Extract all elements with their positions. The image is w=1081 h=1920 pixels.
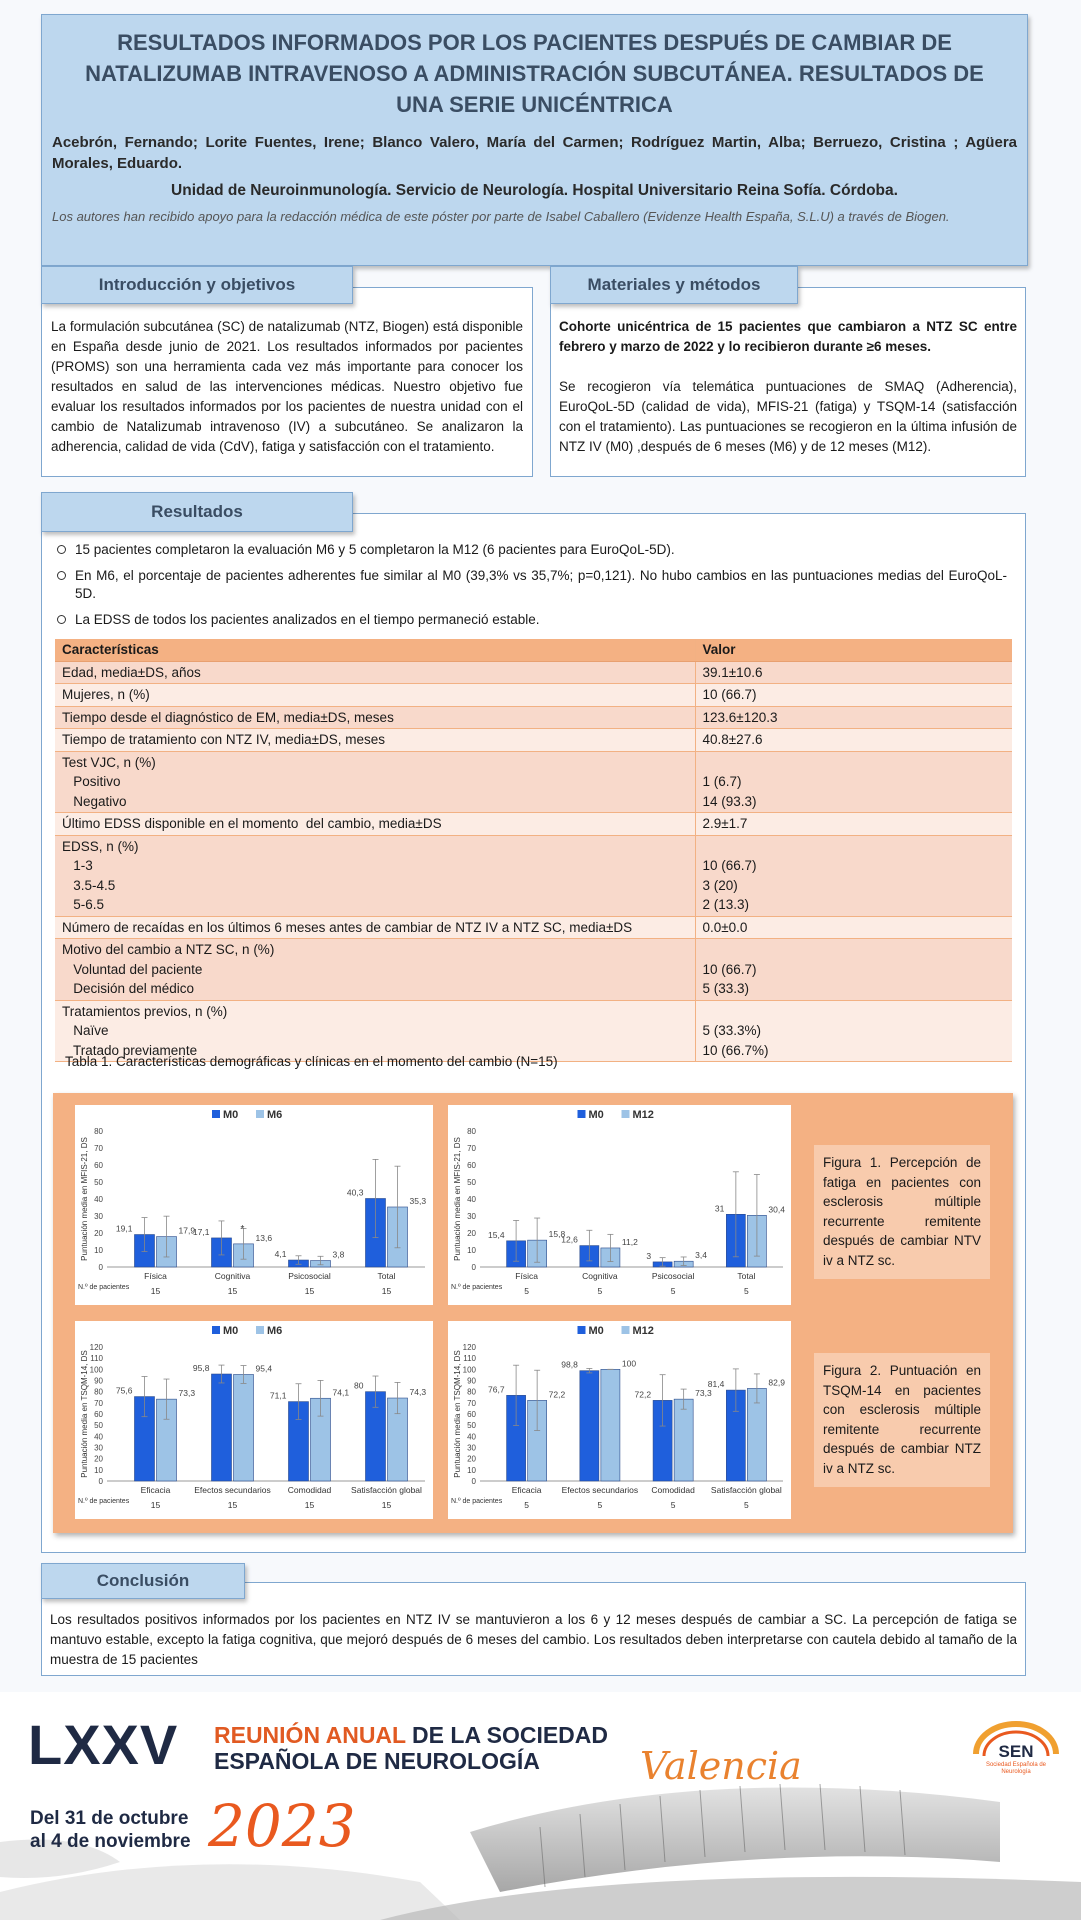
y-tick-label: 10	[467, 1246, 476, 1255]
x-tick-label: Eficacia	[140, 1485, 171, 1495]
data-label: 3	[646, 1250, 652, 1261]
y-tick-label: 80	[467, 1127, 476, 1136]
congress-year: 2023	[208, 1792, 356, 1860]
y-tick-label: 20	[467, 1229, 476, 1238]
significance-star: *	[240, 1223, 245, 1235]
y-tick-label: 70	[467, 1398, 476, 1408]
legend-swatch	[622, 1326, 630, 1334]
data-label: 75,6	[115, 1385, 133, 1396]
y-tick-label: 30	[467, 1443, 476, 1453]
data-label: 72,2	[634, 1389, 652, 1400]
n-patients-value: 5	[597, 1500, 603, 1510]
bar	[580, 1371, 599, 1481]
data-label: 73,3	[695, 1388, 712, 1399]
y-tick-label: 30	[94, 1212, 103, 1221]
table-cell-value: 10 (66.7)	[695, 684, 1012, 707]
data-label: 15,4	[488, 1229, 505, 1240]
y-tick-label: 60	[467, 1410, 476, 1419]
legend-label: M12	[632, 1109, 654, 1121]
y-tick-label: 30	[94, 1443, 103, 1453]
x-tick-label: Total	[377, 1271, 396, 1281]
data-label: 74,1	[332, 1387, 350, 1398]
n-patients-label: N.º de pacientes	[451, 1498, 503, 1505]
results-bullets	[57, 541, 1007, 637]
bar	[674, 1399, 693, 1481]
data-label: 15,8	[548, 1229, 566, 1240]
n-patients-value: 15	[381, 1286, 392, 1296]
data-label: 17,9	[178, 1225, 196, 1236]
table-cell-value: 10 (66.7) 3 (20) 2 (13.3)	[695, 835, 1012, 916]
mfis-m6-bar-chart	[75, 1105, 433, 1305]
y-tick-label: 70	[467, 1144, 476, 1153]
table-cell-value: 10 (66.7) 5 (33.3)	[695, 939, 1012, 1001]
intro-text: La formulación subcutánea (SC) de natalizumab (NTZ, Biogen) está disponible en España desde junio de 2021. Los resultados informados por pacientes (PROMS) son una herramienta cada vez más importante para conocer los resultados en salud de las intervenciones médicas. Nuestro objetivo fue evaluar los resultados informados por los pacientes de nuestra unidad con el cambio de Natalizumab intravenoso (IV) a subcutáneo. Se analizaron la adherencia, calidad de vida (CdV), fatiga y satisfacción con el tratamiento.	[51, 319, 523, 454]
tsqm-m12-bar-chart	[448, 1321, 791, 1519]
data-label: 80	[354, 1380, 364, 1391]
legend-label: M0	[588, 1325, 604, 1337]
table-header-row	[55, 639, 1012, 661]
table-row	[55, 835, 1012, 916]
y-tick-label: 100	[89, 1365, 103, 1375]
y-tick-label: 70	[94, 1398, 103, 1408]
chart-mfis-m6	[75, 1105, 433, 1305]
sen-logo-text: SEN	[998, 1742, 1034, 1761]
x-tick-label: Comodidad	[651, 1485, 695, 1495]
y-tick-label: 110	[463, 1354, 476, 1364]
data-label: 11,2	[621, 1236, 638, 1247]
n-patients-value: 15	[304, 1286, 315, 1296]
affiliation: Unidad de Neuroinmunología. Servicio de Neurología. Hospital Universitario Reina Sofía. Córdoba.	[171, 182, 898, 199]
table-row	[55, 706, 1012, 729]
methods-text: Se recogieron vía telemática puntuaciones de SMAQ (Adherencia), EuroQoL-5D (calidad de vida), MFIS-21 (fatiga) y TSQM-14 (satisfacción con el tratamiento). Las puntuaciones se recogieron en la última infusión de NTZ IV (M0) ,después de 6 meses (M6) y de 12 meses (M12).	[559, 379, 1017, 454]
x-tick-label: Efectos secundarios	[194, 1485, 271, 1495]
n-patients-value: 5	[670, 1500, 676, 1510]
n-patients-value: 15	[304, 1500, 315, 1510]
data-label: 72,2	[548, 1389, 566, 1400]
sen-logo	[970, 1714, 1062, 1782]
bar	[601, 1369, 620, 1481]
bar	[211, 1374, 231, 1481]
legend-swatch	[212, 1326, 220, 1334]
data-label: 17,1	[192, 1226, 210, 1237]
table-row	[55, 813, 1012, 836]
legend-label: M6	[267, 1109, 283, 1121]
y-tick-label: 40	[94, 1432, 103, 1442]
intro-panel	[41, 287, 533, 477]
data-label: 76,7	[488, 1384, 505, 1395]
data-label: 82,9	[768, 1377, 785, 1388]
y-tick-label: 70	[94, 1144, 103, 1153]
result-bullet: La EDSS de todos los pacientes analizados en el tiempo permaneció estable.	[57, 611, 1007, 629]
table-cell-value: 0.0±0.0	[695, 916, 1012, 939]
x-tick-label: Total	[737, 1271, 756, 1281]
y-tick-label: 0	[98, 1263, 103, 1272]
n-patients-value: 5	[597, 1286, 603, 1296]
sen-logo-subtitle: Sociedad Española de Neurología	[985, 1762, 1047, 1775]
data-label: 31	[714, 1203, 725, 1214]
y-tick-label: 40	[94, 1195, 103, 1204]
n-patients-value: 15	[150, 1286, 161, 1296]
y-tick-label: 40	[467, 1195, 476, 1204]
y-tick-label: 80	[94, 1127, 103, 1136]
y-tick-label: 50	[467, 1421, 476, 1431]
table-body	[55, 661, 1012, 1062]
x-tick-label: Efectos secundarios	[561, 1485, 639, 1495]
mfis-m12-bar-chart	[448, 1105, 791, 1305]
data-label: 95,8	[192, 1363, 210, 1374]
table-row	[55, 661, 1012, 684]
y-tick-label: 50	[467, 1178, 476, 1187]
legend-label: M0	[223, 1325, 239, 1337]
legend-label: M0	[588, 1109, 604, 1121]
methods-tab: Materiales y métodos	[550, 266, 798, 304]
y-axis-label: Puntuación media en MFIS-21, DS	[80, 1137, 89, 1261]
table-row	[55, 916, 1012, 939]
congress-city: Valencia	[640, 1744, 802, 1788]
result-bullet: En M6, el porcentaje de pacientes adherentes fue similar al M0 (39,3% vs 35,7%; p=0,121). No hubo cambios en las puntuaciones medias del EuroQoL-5D.	[57, 567, 1007, 603]
table-row	[55, 939, 1012, 1001]
y-tick-label: 100	[462, 1365, 476, 1375]
table-header-cell: Características	[55, 639, 695, 661]
chart-mfis-m12	[448, 1105, 791, 1305]
y-axis-label: Puntuación media en TSQM-14, DS	[80, 1350, 89, 1478]
methods-panel	[550, 287, 1026, 477]
n-patients-value: 15	[381, 1500, 392, 1510]
y-tick-label: 40	[467, 1432, 476, 1442]
result-bullet: 15 pacientes completaron la evaluación M6 y 5 completaron la M12 (6 pacientes para EuroQoL-5D).	[57, 541, 1007, 559]
n-patients-label: N.º de pacientes	[78, 1284, 130, 1291]
x-tick-label: Cognitiva	[214, 1271, 251, 1281]
table-row	[55, 1000, 1012, 1062]
y-tick-label: 60	[467, 1161, 476, 1170]
x-tick-label: Satisfacción global	[710, 1485, 782, 1495]
congress-footer	[0, 1692, 1081, 1920]
y-tick-label: 20	[467, 1454, 476, 1464]
y-tick-label: 60	[94, 1161, 103, 1170]
n-patients-value: 15	[227, 1500, 238, 1510]
n-patients-value: 5	[524, 1286, 529, 1296]
data-label: 30,4	[768, 1204, 785, 1215]
x-tick-label: Eficacia	[511, 1485, 542, 1495]
figure-1-caption: Figura 1. Percepción de fatiga en pacientes con esclerosis múltiple recurrente remitente después de cambiar NTV iv a NTZ sc.	[814, 1145, 990, 1279]
y-tick-label: 50	[94, 1178, 103, 1187]
y-tick-label: 110	[90, 1354, 103, 1364]
legend-label: M0	[223, 1109, 239, 1121]
table-caption: Tabla 1. Características demográficas y clínicas en el momento del cambio (N=15)	[65, 1054, 558, 1069]
results-tab: Resultados	[41, 492, 353, 532]
y-tick-label: 90	[94, 1376, 103, 1386]
table-cell-value: 2.9±1.7	[695, 813, 1012, 836]
intro-tab: Introducción y objetivos	[41, 266, 353, 304]
legend-swatch	[212, 1110, 220, 1118]
y-tick-label: 20	[94, 1229, 103, 1238]
figure-2-caption: Figura 2. Puntuación en TSQM-14 en pacientes con esclerosis múltiple remitente recurrente después de cambiar NTZ iv a NTZ sc.	[814, 1353, 990, 1487]
characteristics-table	[55, 639, 1012, 1062]
support-note: Los autores han recibido apoyo para la redacción médica de este póster por parte de Isabel Caballero (Evidenze Health España, S.L.U) a través de Biogen.	[52, 209, 950, 224]
legend-swatch	[256, 1326, 264, 1334]
data-label: 98,8	[561, 1359, 578, 1370]
y-axis-label: Puntuación media en MFIS-21, DS	[453, 1137, 462, 1261]
authors: Acebrón, Fernando; Lorite Fuentes, Irene; Blanco Valero, María del Carmen; Rodríguez Martin, Alba; Berruezo, Cristina ; Agüera Morales, Eduardo.	[52, 134, 1017, 172]
data-label: 81,4	[707, 1379, 725, 1390]
y-tick-label: 80	[94, 1387, 103, 1397]
title-block	[41, 14, 1028, 266]
characteristics-table-wrap	[55, 639, 1012, 1062]
y-tick-label: 60	[94, 1410, 103, 1419]
n-patients-value: 5	[744, 1286, 749, 1296]
table-cell-label: Tiempo de tratamiento con NTZ IV, media±DS, meses	[55, 729, 695, 752]
n-patients-label: N.º de pacientes	[451, 1284, 503, 1291]
legend-swatch	[256, 1110, 264, 1118]
legend-swatch	[578, 1110, 586, 1118]
data-label: 12,6	[561, 1234, 578, 1245]
y-tick-label: 0	[471, 1263, 476, 1272]
data-label: 95,4	[255, 1363, 273, 1374]
x-tick-label: Psicosocial	[288, 1271, 331, 1281]
data-label: 19,1	[115, 1223, 133, 1234]
y-tick-label: 50	[94, 1421, 103, 1431]
table-cell-value: 39.1±10.6	[695, 661, 1012, 684]
data-label: 3,4	[695, 1250, 707, 1261]
conclusion-text: Los resultados positivos informados por los pacientes en NTZ IV se mantuvieron a los 6 y 12 meses después de cambiar a SC. La percepción de fatiga se mantuvo estable, excepto la fatiga cognitiva, que mejoró después de 6 meses del cambio. Los resultados deben interpretarse con cautela debido al tamaño de la muestra de 15 pacientes	[50, 1612, 1017, 1667]
table-cell-label: Mujeres, n (%)	[55, 684, 695, 707]
data-label: 35,3	[409, 1195, 427, 1206]
y-tick-label: 120	[462, 1343, 476, 1352]
table-cell-value: 5 (33.3%) 10 (66.7%)	[695, 1000, 1012, 1062]
table-cell-label: Número de recaídas en los últimos 6 meses antes de cambiar de NTZ IV a NTZ SC, media±DS	[55, 916, 695, 939]
tsqm-m6-bar-chart	[75, 1321, 433, 1519]
table-cell-value: 123.6±120.3	[695, 706, 1012, 729]
chart-tsqm-m6	[75, 1321, 433, 1519]
y-axis-label: Puntuación media en TSQM-14, DS	[453, 1350, 462, 1478]
congress-dates: Del 31 de octubre al 4 de noviembre	[30, 1808, 191, 1852]
x-tick-label: Física	[144, 1271, 167, 1281]
data-label: 3,8	[332, 1249, 345, 1260]
y-tick-label: 20	[94, 1454, 103, 1464]
table-cell-label: Edad, media±DS, años	[55, 661, 695, 684]
table-cell-label: EDSS, n (%) 1-3 3.5-4.5 5-6.5	[55, 835, 695, 916]
y-tick-label: 30	[467, 1212, 476, 1221]
table-row	[55, 684, 1012, 707]
bar	[234, 1374, 254, 1481]
methods-bold: Cohorte unicéntrica de 15 pacientes que cambiaron a NTZ SC entre febrero y marzo de 2022 y lo recibieron durante ≥6 meses.	[559, 319, 1017, 354]
x-tick-label: Psicosocial	[651, 1271, 695, 1281]
y-tick-label: 0	[471, 1477, 476, 1486]
chart-tsqm-m12	[448, 1321, 791, 1519]
data-label: 73,3	[178, 1388, 196, 1399]
data-label: 40,3	[346, 1187, 364, 1198]
data-label: 4,1	[274, 1249, 287, 1260]
n-patients-value: 15	[150, 1500, 161, 1510]
legend-label: M12	[632, 1325, 654, 1337]
table-row	[55, 729, 1012, 752]
table-cell-label: Último EDSS disponible en el momento del cambio, media±DS	[55, 813, 695, 836]
table-cell-value: 40.8±27.6	[695, 729, 1012, 752]
table-row	[55, 751, 1012, 813]
congress-name: REUNIÓN ANUAL DE LA SOCIEDAD ESPAÑOLA DE NEUROLOGÍA	[214, 1722, 608, 1774]
n-patients-value: 5	[670, 1286, 676, 1296]
table-header-cell: Valor	[695, 639, 1012, 661]
legend-label: M6	[267, 1325, 283, 1337]
table-cell-label: Tratamientos previos, n (%) Naïve Tratado previamente	[55, 1000, 695, 1062]
edition-number: LXXV	[28, 1713, 179, 1776]
legend-swatch	[622, 1110, 630, 1118]
n-patients-value: 5	[744, 1500, 749, 1510]
data-label: 100	[621, 1358, 637, 1369]
n-patients-label: N.º de pacientes	[78, 1498, 130, 1505]
n-patients-value: 15	[227, 1286, 238, 1296]
conclusion-tab: Conclusión	[41, 1563, 245, 1599]
table-cell-label: Test VJC, n (%) Positivo Negativo	[55, 751, 695, 813]
legend-swatch	[578, 1326, 586, 1334]
data-label: 71,1	[269, 1390, 287, 1401]
x-tick-label: Física	[515, 1271, 538, 1281]
y-tick-label: 10	[94, 1246, 103, 1255]
data-label: 13,6	[255, 1232, 273, 1243]
y-tick-label: 0	[98, 1477, 103, 1486]
y-tick-label: 90	[467, 1376, 476, 1386]
y-tick-label: 80	[467, 1387, 476, 1397]
table-cell-label: Tiempo desde el diagnóstico de EM, media±DS, meses	[55, 706, 695, 729]
y-tick-label: 10	[94, 1465, 103, 1475]
x-tick-label: Cognitiva	[582, 1271, 618, 1281]
data-label: 74,3	[409, 1387, 427, 1398]
x-tick-label: Satisfacción global	[351, 1485, 422, 1495]
y-tick-label: 120	[89, 1343, 103, 1352]
poster-title: RESULTADOS INFORMADOS POR LOS PACIENTES DESPUÉS DE CAMBIAR DE NATALIZUMAB INTRAVENOSO A ADMINISTRACIÓN SUBCUTÁNEA. RESULTADOS DE UNA SERIE UNICÉNTRICA	[85, 30, 984, 117]
y-tick-label: 10	[467, 1465, 476, 1475]
table-cell-value: 1 (6.7) 14 (93.3)	[695, 751, 1012, 813]
x-tick-label: Comodidad	[287, 1485, 332, 1495]
n-patients-value: 5	[524, 1500, 529, 1510]
table-cell-label: Motivo del cambio a NTZ SC, n (%) Voluntad del paciente Decisión del médico	[55, 939, 695, 1001]
